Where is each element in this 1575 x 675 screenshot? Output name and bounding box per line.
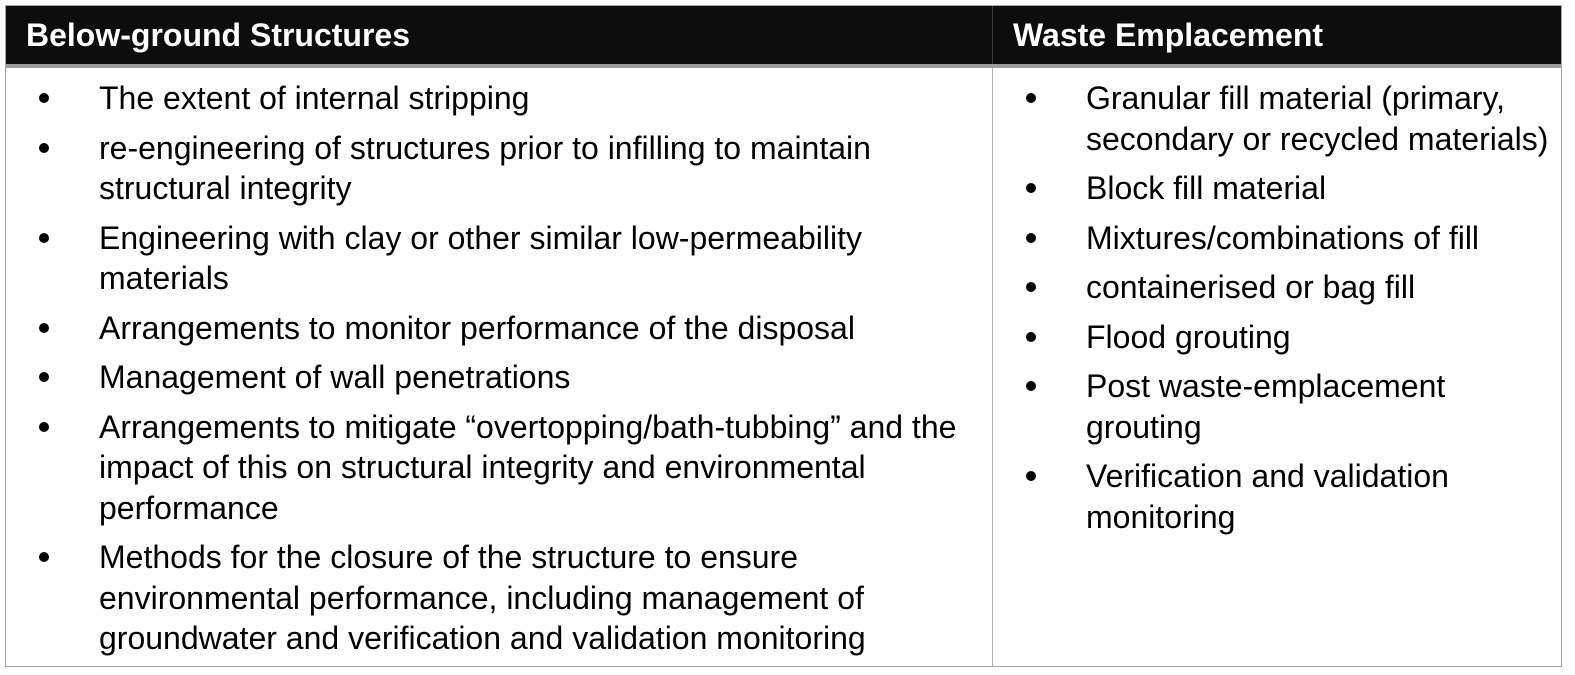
bullet-icon — [39, 143, 49, 153]
list-item: The extent of internal stripping — [6, 78, 992, 119]
list-item: Arrangements to monitor performance of the disposal — [6, 308, 992, 349]
list-item: Engineering with clay or other similar low-permeability materials — [6, 218, 992, 299]
list-item: Methods for the closure of the structure to ensure environmental performance, including management of groundwater and verification and validation monitoring — [6, 537, 992, 659]
bullet-icon — [39, 323, 49, 333]
bullet-icon — [39, 233, 49, 243]
bullet-icon — [1026, 471, 1036, 481]
header-below-ground-structures: Below-ground Structures — [26, 17, 411, 53]
bullet-icon — [1026, 381, 1036, 391]
list-item: Mixtures/combinations of fill — [993, 218, 1561, 259]
bullet-icon — [39, 552, 49, 562]
list-item: re-engineering of structures prior to infilling to maintain structural integrity — [6, 128, 992, 209]
bullet-icon — [1026, 183, 1036, 193]
list-item: Management of wall penetrations — [6, 357, 992, 398]
list-item: containerised or bag fill — [993, 267, 1561, 308]
header-divider — [992, 6, 993, 64]
below-ground-structures-list — [6, 78, 992, 659]
waste-emplacement-cell — [993, 78, 1561, 546]
below-ground-structures-cell — [6, 78, 992, 668]
table-header-row — [6, 6, 1561, 68]
bullet-icon — [1026, 233, 1036, 243]
bullet-icon — [1026, 282, 1036, 292]
bullet-icon — [39, 93, 49, 103]
list-item: Granular fill material (primary, secondary or recycled materials) — [993, 78, 1561, 159]
list-item: Verification and validation monitoring — [993, 456, 1561, 537]
comparison-table — [5, 5, 1562, 667]
header-waste-emplacement: Waste Emplacement — [1013, 17, 1324, 53]
bullet-icon — [1026, 332, 1036, 342]
bullet-icon — [1026, 93, 1036, 103]
bullet-icon — [39, 372, 49, 382]
list-item: Flood grouting — [993, 317, 1561, 358]
list-item: Post waste-emplacement grouting — [993, 366, 1561, 447]
list-item: Block fill material — [993, 168, 1561, 209]
list-item: Arrangements to mitigate “overtopping/bath-tubbing” and the impact of this on structural integrity and environmental performance — [6, 407, 992, 529]
waste-emplacement-list — [993, 78, 1561, 537]
bullet-icon — [39, 422, 49, 432]
